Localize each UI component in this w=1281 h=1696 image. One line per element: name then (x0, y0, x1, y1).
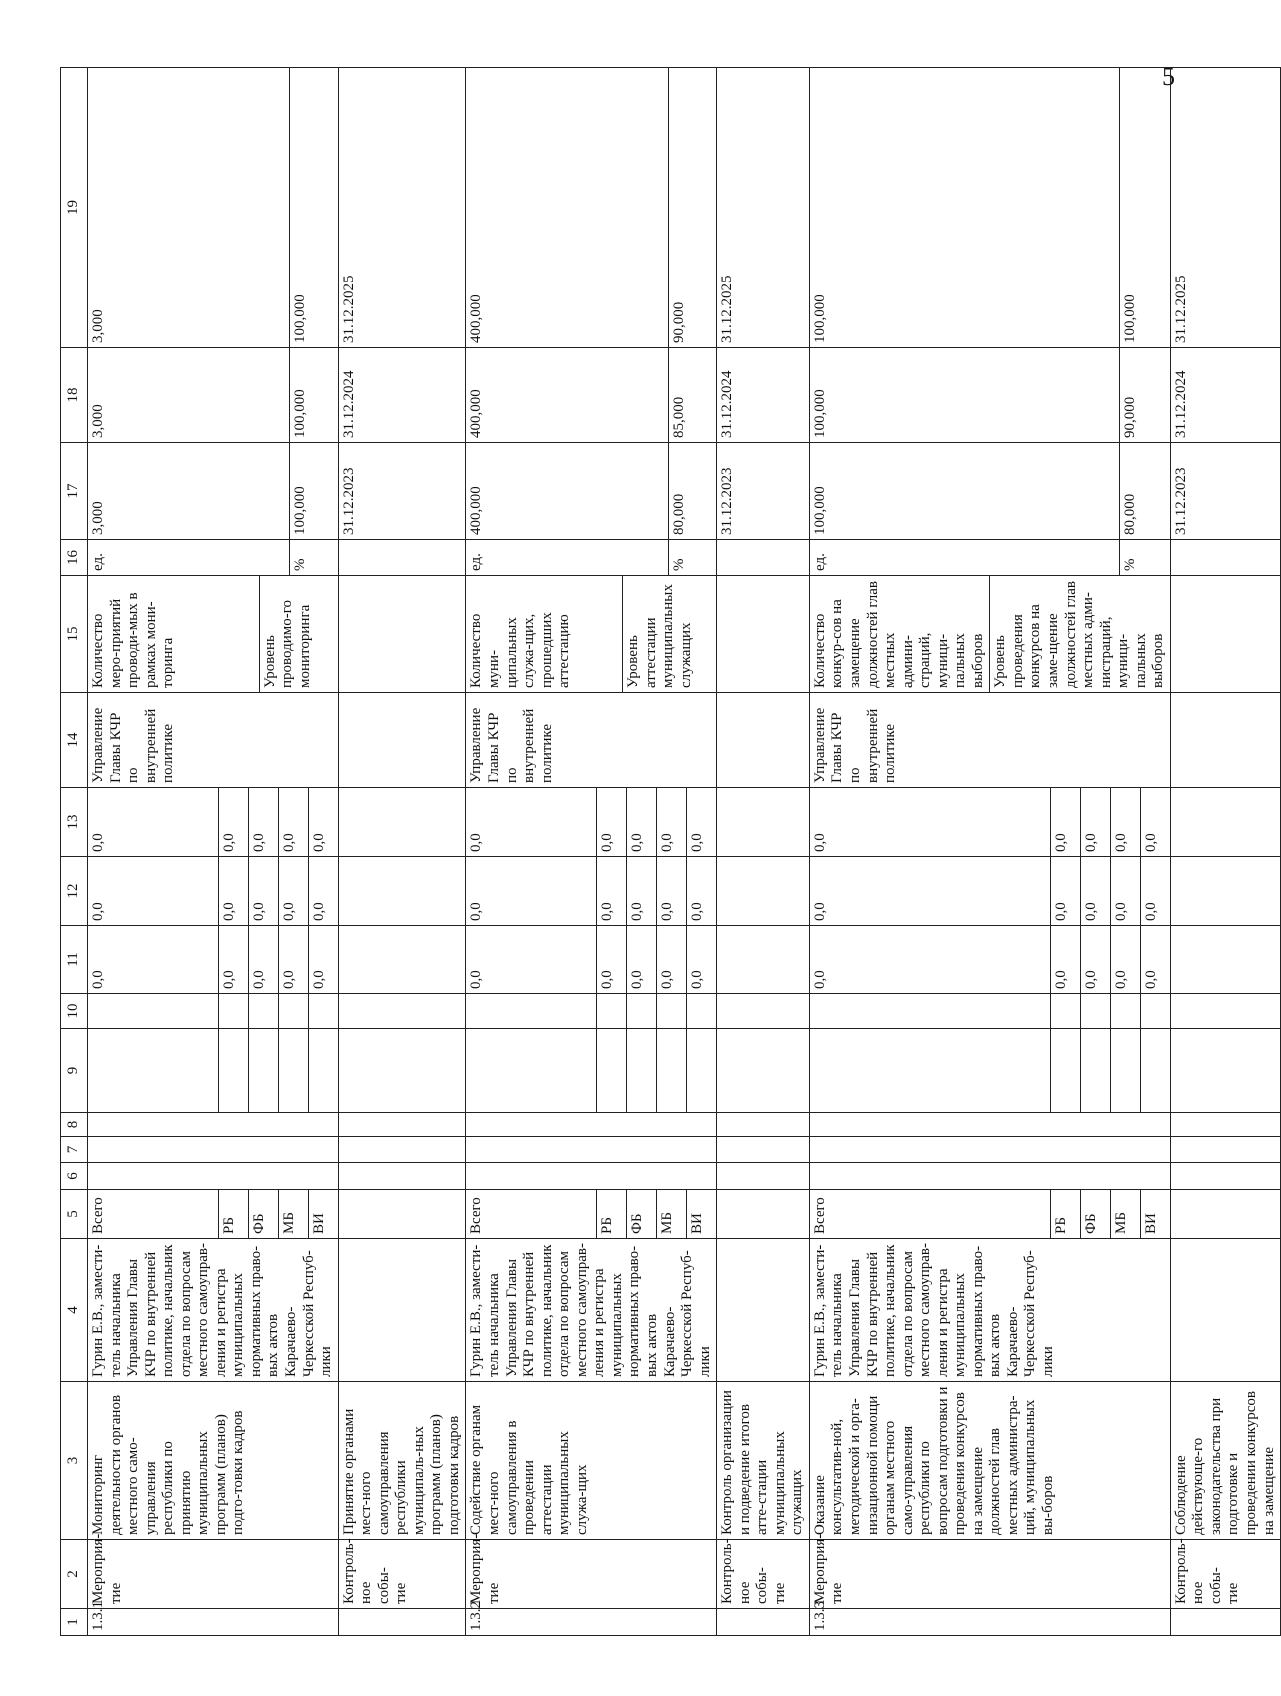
row-type: Мероприя- тие (466, 1540, 717, 1609)
values-2025: 100,000 100,000 (809, 68, 1170, 348)
col-header: 15 (61, 576, 88, 693)
values-2023: 100,000 80,000 (809, 443, 1170, 540)
page-number: 5 (1162, 62, 1175, 91)
activity-row (88, 68, 339, 1636)
col-header: 12 (61, 857, 88, 926)
units: ед. % (809, 540, 1170, 576)
control-event-row (338, 68, 466, 1636)
date-2025: 31.12.2025 (338, 68, 466, 348)
activity-row (466, 68, 717, 1636)
funding-sources: Всего РБ ФБ МБ ВИ (809, 1190, 1170, 1239)
date-2023: 31.12.2023 (338, 443, 466, 540)
control-event-row (717, 68, 810, 1636)
row-type: Мероприя- тие (809, 1540, 1170, 1609)
control-event-name: Принятие органами мест-ного самоуправления республики муниципаль-ных программ (планов) подготовки кадров (338, 1382, 466, 1540)
col-header: 19 (61, 68, 88, 348)
col-header: 2 (61, 1540, 88, 1609)
date-2024: 31.12.2024 (338, 348, 466, 443)
col-11-values: 0,0 0,0 0,0 0,0 0,0 (88, 926, 339, 994)
col-header: 11 (61, 926, 88, 994)
row-type: Контроль- ное собы- тие (338, 1540, 466, 1609)
row-type: Контроль- ное собы- тие (717, 1540, 810, 1609)
col-12-values: 0,0 0,0 0,0 0,0 0,0 (88, 857, 339, 926)
col-13-values: 0,0 0,0 0,0 0,0 0,0 (809, 788, 1170, 857)
header-row (61, 68, 88, 1636)
col-header: 13 (61, 788, 88, 857)
executor: Гурин Е.В., замести-тель начальника Управления Главы КЧР по внутренней политике, начальник отдела по вопросам местного самоуправ-ления и регистра муниципальных нормативных право-вых актов Карачаево-Черкесской Респуб-лики (809, 1239, 1170, 1382)
funding-sources: Всего РБ ФБ МБ ВИ (466, 1190, 717, 1239)
col-12-values: 0,0 0,0 0,0 0,0 0,0 (466, 857, 717, 926)
control-event-name: Соблюдение действующе-го законодательства при подготовке и проведении конкурсов на замещение (1170, 1382, 1280, 1540)
activity-name: Оказание консультатив-ной, методической и орга-низационной помощи органам местного само-управления республики по вопросам подготовки и проведения конкурсов на замещение должностей глав местных администра-ций, муниципальных вы-боров (809, 1382, 1170, 1540)
col-header: 1 (61, 1609, 88, 1636)
values-2024: 100,000 90,000 (809, 348, 1170, 443)
col-11-values: 0,0 0,0 0,0 0,0 0,0 (809, 926, 1170, 994)
col-header: 4 (61, 1239, 88, 1382)
responsible: Управление Главы КЧР по внутренней политике (809, 693, 1170, 788)
values-2023: 400,000 80,000 (466, 443, 717, 540)
col-header: 10 (61, 994, 88, 1029)
date-2025: 31.12.2025 (1170, 68, 1280, 348)
row-number: 1.3.1 (88, 1609, 339, 1636)
row-number: 1.3.3 (809, 1609, 1170, 1636)
col-header: 17 (61, 443, 88, 540)
executor: Гурин Е.В., замести-тель начальника Управления Главы КЧР по внутренней политике, начальник отдела по вопросам местного самоуправ-ления и регистра муниципальных нормативных право-вых актов Карачаево-Черкесской Респуб-лики (466, 1239, 717, 1382)
activity-name: Мониторинг деятельности органов местного само-управления республики по принятию муниципальных программ (планов) подго-товки кадров (88, 1382, 339, 1540)
units: ед. % (466, 540, 717, 576)
col-header: 8 (61, 1113, 88, 1137)
date-2024: 31.12.2024 (717, 348, 810, 443)
control-event-row (1170, 68, 1280, 1636)
units: ед. % (88, 540, 339, 576)
values-2023: 3,000 100,000 (88, 443, 339, 540)
activity-name: Содействие органам мест-ного самоуправления в проведении аттестации муниципальных служа-щих (466, 1382, 717, 1540)
col-header: 16 (61, 540, 88, 576)
col-13-values: 0,0 0,0 0,0 0,0 0,0 (88, 788, 339, 857)
col-header: 18 (61, 348, 88, 443)
col-header: 7 (61, 1137, 88, 1163)
row-type: Контроль- ное собы- тие (1170, 1540, 1280, 1609)
row-type: Мероприя- тие (88, 1540, 339, 1609)
responsible: Управление Главы КЧР по внутренней политике (88, 693, 339, 788)
row-number: 1.3.2 (466, 1609, 717, 1636)
date-2023: 31.12.2023 (1170, 443, 1280, 540)
values-2025: 3,000 100,000 (88, 68, 339, 348)
values-2025: 400,000 90,000 (466, 68, 717, 348)
date-2023: 31.12.2023 (717, 443, 810, 540)
indicators: Количество муни-ципальных служа-щих, прошедших аттестацию Уровень аттестации муниципальных служащих (466, 576, 717, 693)
col-header: 14 (61, 693, 88, 788)
col-header: 9 (61, 1029, 88, 1113)
col-13-values: 0,0 0,0 0,0 0,0 0,0 (466, 788, 717, 857)
col-header: 5 (61, 1190, 88, 1239)
col-header: 6 (61, 1163, 88, 1190)
rotated-page (60, 68, 1277, 1636)
indicators: Количество меро-приятий проводи-мых в рамках мони-торинга Уровень проводимо-го мониторинга (88, 576, 339, 693)
date-2024: 31.12.2024 (1170, 348, 1280, 443)
executor: Гурин Е.В., замести-тель начальника Управления Главы КЧР по внутренней политике, начальник отдела по вопросам местного самоуправ-ления и регистра муниципальных нормативных право-вых актов Карачаево-Черкесской Респуб-лики (88, 1239, 339, 1382)
col-header: 3 (61, 1382, 88, 1540)
control-event-name: Контроль организации и подведение итогов атте-стации муниципальных служащих (717, 1382, 810, 1540)
values-2024: 3,000 100,000 (88, 348, 339, 443)
col-11-values: 0,0 0,0 0,0 0,0 0,0 (466, 926, 717, 994)
values-2024: 400,000 85,000 (466, 348, 717, 443)
program-table (60, 67, 1281, 1636)
date-2025: 31.12.2025 (717, 68, 810, 348)
funding-sources: Всего РБ ФБ МБ ВИ (88, 1190, 339, 1239)
activity-row (809, 68, 1170, 1636)
responsible: Управление Главы КЧР по внутренней политике (466, 693, 717, 788)
col-12-values: 0,0 0,0 0,0 0,0 0,0 (809, 857, 1170, 926)
indicators: Количество конкур-сов на замещение должностей глав местных админи-страций, муници-пальных выборов Уровень проведения конкурсов на заме-щение должностей глав местных адми-нистраций, муници-пальных выборов (809, 576, 1170, 693)
